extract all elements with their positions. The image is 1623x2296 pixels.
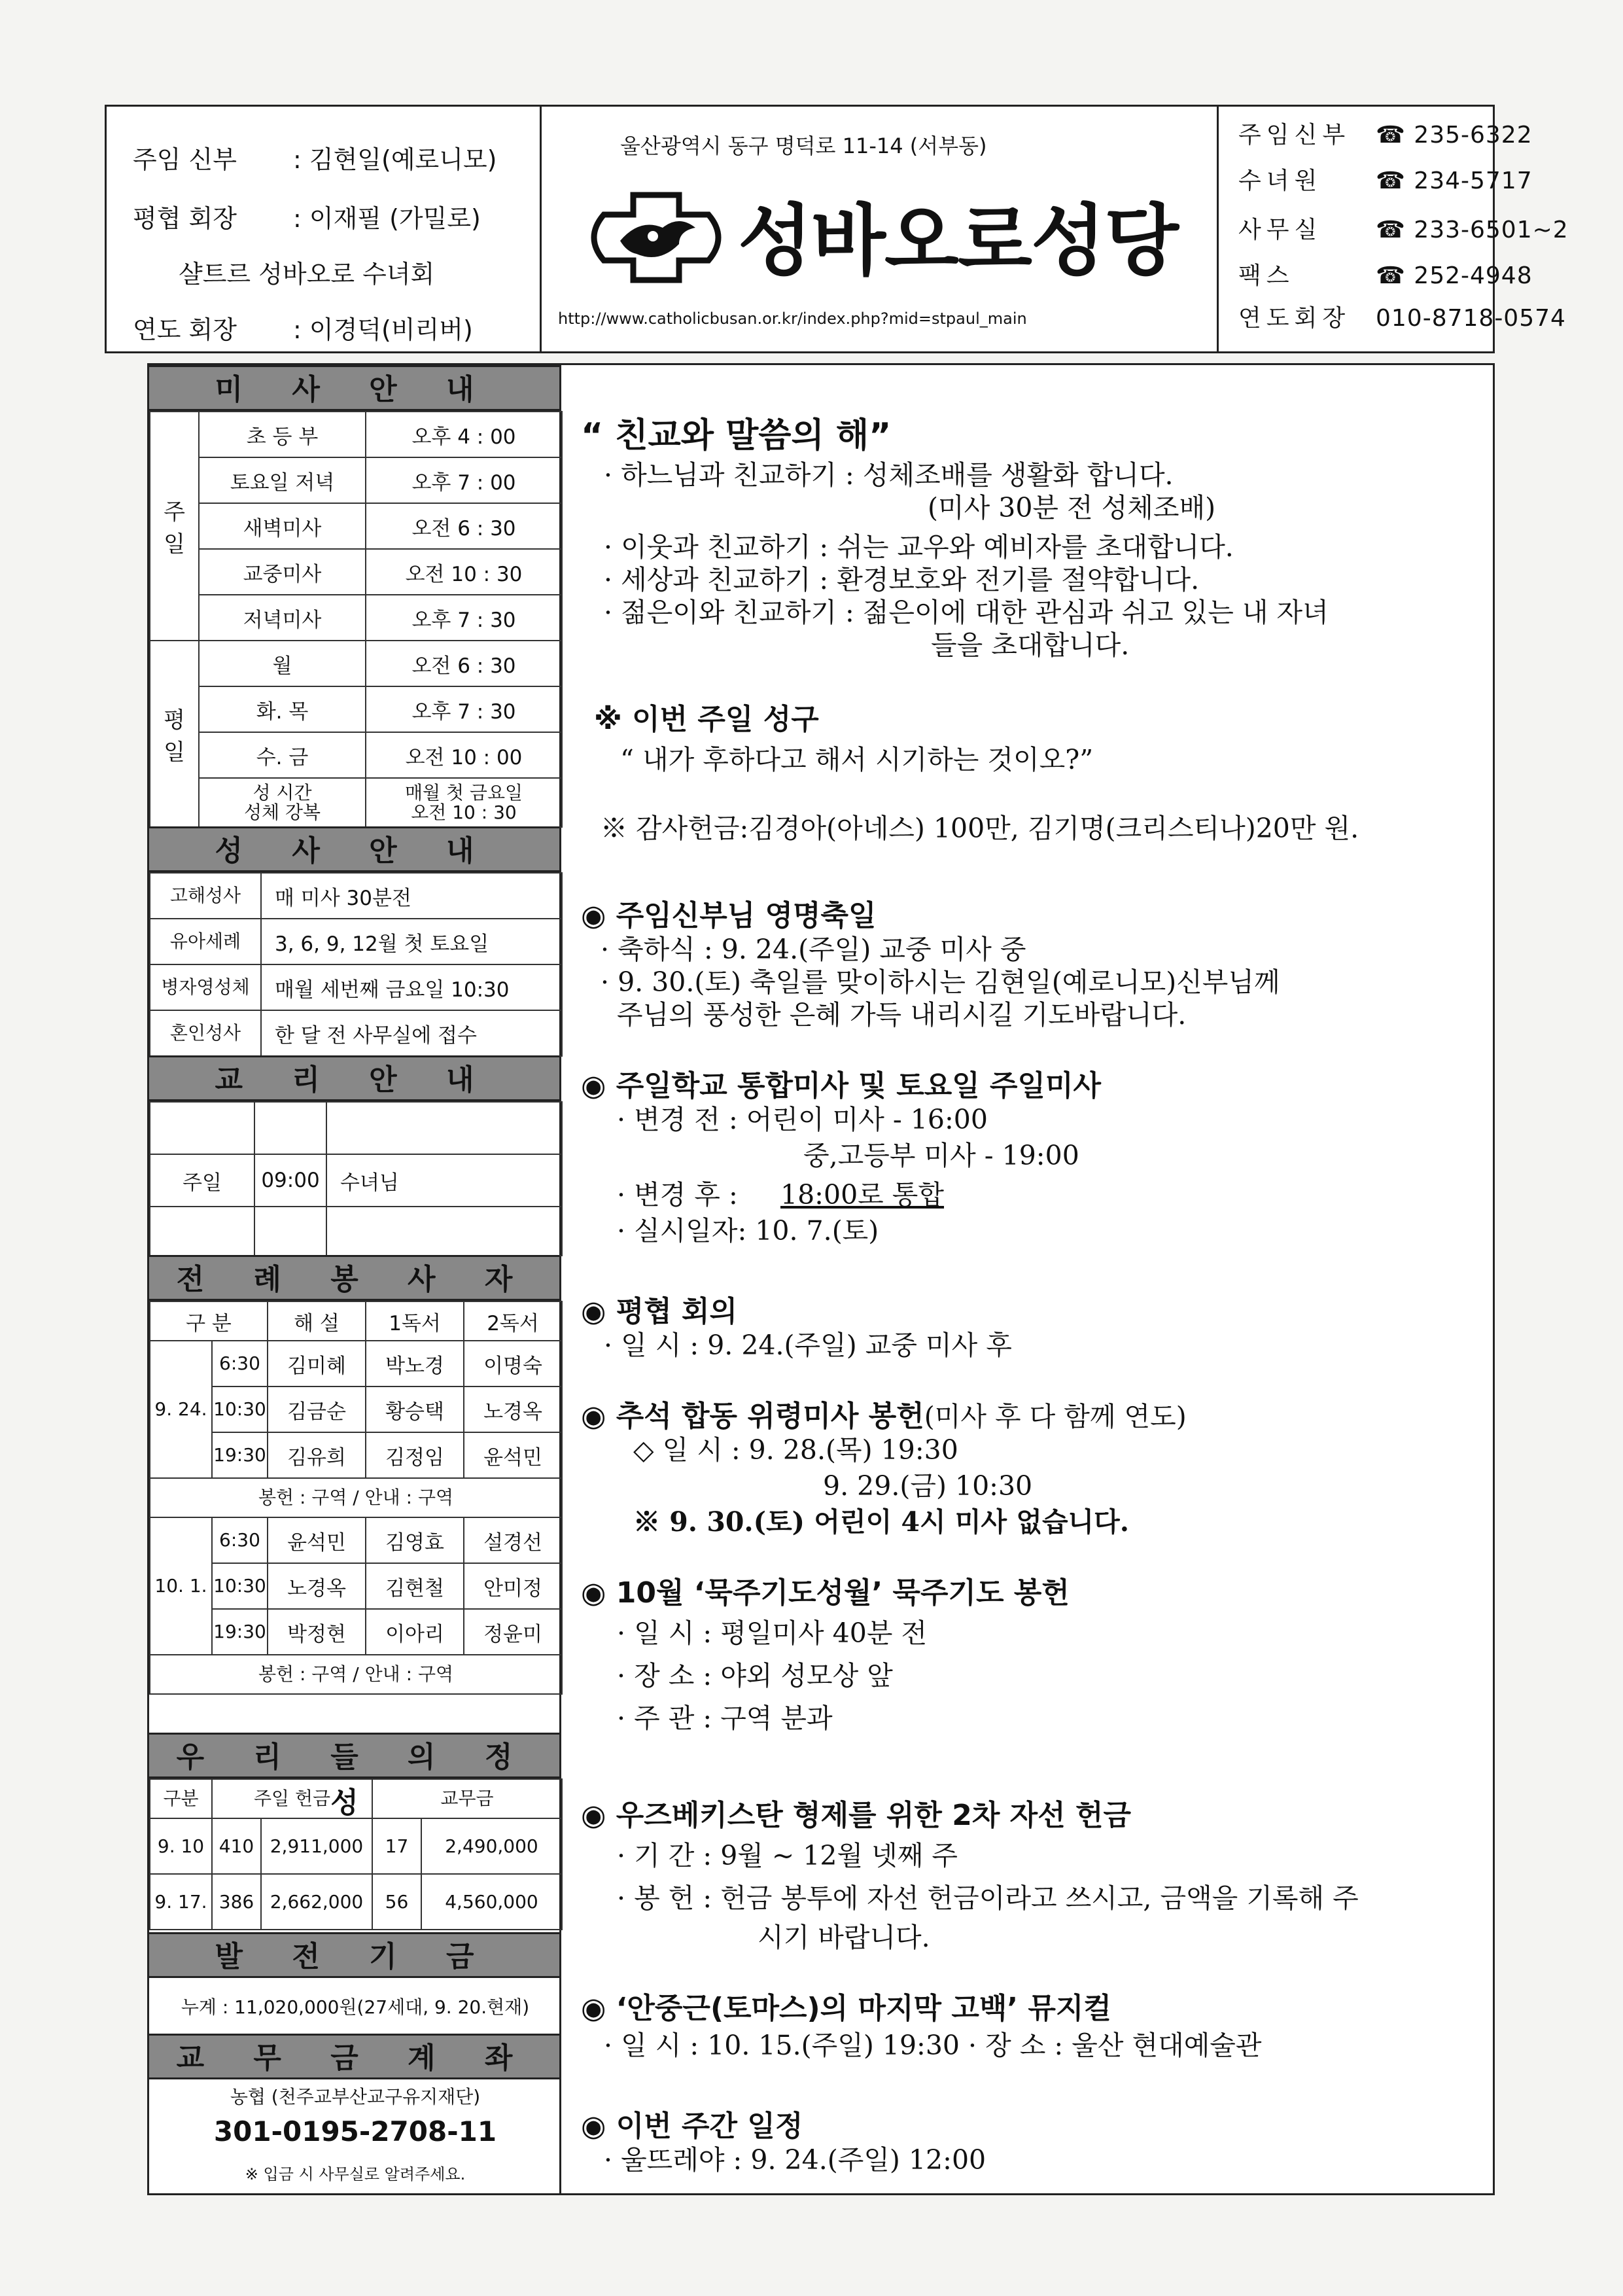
sacrament-name: 유아세례: [150, 919, 261, 964]
doctrine-section-title: 교 리 안 내: [149, 1055, 559, 1101]
table-row: [150, 1563, 562, 1609]
sacrament-section-title: 성 사 안 내: [149, 826, 559, 872]
fund-section-title: 발 전 기 금: [149, 1932, 559, 1978]
table-row: [150, 919, 562, 964]
table-row: [150, 412, 562, 457]
mass-time: 오전 6 : 30: [366, 641, 562, 686]
offering-amount: 4,560,000: [421, 1874, 562, 1930]
mass-time: 오후 7 : 30: [366, 595, 562, 641]
mass-name: 화. 목: [199, 686, 366, 732]
mass-time: 오후 4 : 00: [366, 412, 562, 457]
announcements: [561, 365, 1497, 2193]
gospel-title: ※ 이번 주일 성구: [594, 703, 819, 736]
header-church: [542, 107, 1219, 351]
account-note: ※ 입금 시 사무실로 알려주세요.: [245, 2165, 466, 2183]
offering-amount: 2,911,000: [261, 1818, 372, 1874]
liturgy-person: 김유희: [268, 1432, 366, 1478]
sacrament-table: [149, 872, 563, 1057]
liturgy-time: 6:30: [212, 1341, 268, 1386]
feast-line: · 축하식 : 9. 24.(주일) 교중 미사 중: [601, 934, 1026, 965]
sacrament-info: 한 달 전 사무실에 접수: [261, 1010, 562, 1056]
table-row: [150, 1341, 562, 1386]
table-row: [150, 964, 562, 1010]
table-row: [150, 1386, 562, 1432]
musical-line: · 일 시 : 10. 15.(주일) 19:30 · 장 소 : 울산 현대예술관: [604, 2030, 1262, 2061]
school-line: 중,고등부 미사 - 19:00: [803, 1140, 1079, 1171]
church-logo-icon: [581, 192, 731, 283]
week-line: · 울뜨레야 : 9. 24.(주일) 12:00: [604, 2144, 986, 2176]
liturgy-note: 봉헌 : 구역 / 안내 : 구역: [150, 1655, 562, 1694]
feast-line: 주님의 풍성한 은혜 가득 내리시길 기도바랍니다.: [617, 999, 1187, 1031]
liturgy-person: 김미혜: [268, 1341, 366, 1386]
bulletin-header: [105, 105, 1569, 353]
mass-name: 교중미사: [199, 549, 366, 595]
mass-name: 수. 금: [199, 732, 366, 778]
liturgy-header: 구 분: [150, 1301, 268, 1341]
liturgy-time: 19:30: [212, 1609, 268, 1655]
school-line: · 실시일자: 10. 7.(토): [617, 1215, 879, 1246]
council-line: · 일 시 : 9. 24.(주일) 교중 미사 후: [604, 1330, 1012, 1361]
memorial-line: ※ 9. 30.(토) 어린이 4시 미사 없습니다.: [633, 1506, 1130, 1538]
school-line: · 변경 후 :: [617, 1179, 738, 1210]
liturgy-person: 윤석민: [268, 1517, 366, 1563]
mass-schedule-table: [149, 411, 563, 828]
liturgy-person: 정윤미: [464, 1609, 562, 1655]
liturgy-note: 봉헌 : 구역 / 안내 : 구역: [150, 1478, 562, 1517]
weekday-label: 평 일: [150, 641, 199, 827]
liturgy-person: 김현철: [366, 1563, 464, 1609]
uzbek-line: · 기 간 : 9월 ~ 12월 넷째 주: [617, 1840, 958, 1871]
gospel-text: “ 내가 후하다고 해서 시기하는 것이오?”: [620, 744, 1094, 775]
liturgy-person: 윤석민: [464, 1432, 562, 1478]
theme-title: “ 친교와 말씀의 해”: [581, 416, 892, 455]
bulletin-body: [147, 363, 1495, 2195]
theme-item: · 하느님과 친교하기 : 성체조배를 생활화 합니다.: [604, 459, 1174, 491]
liturgy-time: 6:30: [212, 1517, 268, 1563]
sacrament-name: 고해성사: [150, 873, 261, 919]
mass-time: 오전 10 : 30: [366, 549, 562, 595]
liturgy-header: 1독서: [366, 1301, 464, 1341]
offering-section-title: 우 리 들 의 정 성: [149, 1733, 559, 1778]
sacrament-info: 3, 6, 9, 12월 첫 토요일: [261, 919, 562, 964]
offering-header: 주일 헌금: [212, 1779, 372, 1818]
contact-fax: 팩스 ☎ 252-4948: [1238, 262, 1533, 289]
header-staff: [107, 107, 542, 351]
offering-table: [149, 1778, 563, 1930]
theme-item: · 이웃과 친교하기 : 쉬는 교우와 예비자를 초대합니다.: [604, 531, 1234, 563]
account-section-title: 교 무 금 계 좌: [149, 2034, 559, 2079]
liturgy-date: 9. 24.: [150, 1341, 212, 1478]
mass-name: 저녁미사: [199, 595, 366, 641]
liturgy-time: 19:30: [212, 1432, 268, 1478]
mass-time: 매월 첫 금요일 오전 10 : 30: [366, 778, 562, 827]
offering-count: 410: [212, 1818, 261, 1874]
school-line: · 변경 전 : 어린이 미사 - 16:00: [617, 1104, 988, 1135]
council-title: ◉ 평협 회의: [581, 1295, 738, 1328]
offering-amount: 2,662,000: [261, 1874, 372, 1930]
school-title: ◉ 주일학교 통합미사 및 토요일 주일미사: [581, 1069, 1102, 1103]
header-contacts: [1219, 107, 1569, 351]
table-row: [150, 1655, 562, 1694]
doctrine-teacher: 수녀님: [326, 1154, 562, 1207]
table-row: [150, 1779, 562, 1818]
table-row: [150, 1207, 562, 1256]
table-row: [150, 503, 562, 549]
mass-time: 오전 10 : 00: [366, 732, 562, 778]
table-row: [150, 778, 562, 827]
account-number: 301-0195-2708-11: [213, 2115, 497, 2147]
church-url[interactable]: http://www.catholicbusan.or.kr/index.php?mid=stpaul_main: [558, 309, 1027, 328]
staff-pastor: 주임 신부 : 김현일(예로니모): [133, 145, 497, 174]
liturgy-section-title: 전 례 봉 사 자: [149, 1255, 559, 1301]
mass-name: 토요일 저녁: [199, 457, 366, 503]
feast-title: ◉ 주임신부님 영명축일: [581, 899, 877, 932]
memorial-title: ◉ 추석 합동 위령미사 봉헌(미사 후 다 함께 연도): [581, 1400, 1187, 1433]
offering-count: 17: [372, 1818, 421, 1874]
rosary-line: · 주 관 : 구역 분과: [617, 1703, 833, 1734]
table-row: [150, 1609, 562, 1655]
liturgy-person: 이명숙: [464, 1341, 562, 1386]
thanks-offering: ※ 감사헌금:김경아(아네스) 100만, 김기명(크리스티나)20만 원.: [601, 813, 1359, 844]
sacrament-name: 혼인성사: [150, 1010, 261, 1056]
liturgy-person: 김영효: [366, 1517, 464, 1563]
offering-date: 9. 10: [150, 1818, 212, 1874]
doctrine-time: 09:00: [254, 1154, 326, 1207]
contact-office: 사무실 ☎ 233-6501~2: [1238, 217, 1569, 243]
offering-header: 구분: [150, 1779, 212, 1818]
liturgy-person: 황승택: [366, 1386, 464, 1432]
mass-time: 오전 6 : 30: [366, 503, 562, 549]
mass-name: 성 시간 성체 강복: [199, 778, 366, 827]
liturgy-person: 박노경: [366, 1341, 464, 1386]
offering-count: 386: [212, 1874, 261, 1930]
rosary-line: · 일 시 : 평일미사 40분 전: [617, 1617, 928, 1649]
contact-convent: 수녀원 ☎ 234-5717: [1238, 168, 1533, 194]
table-row: [150, 1432, 562, 1478]
offering-amount: 2,490,000: [421, 1818, 562, 1874]
staff-sisters: 샬트르 성바오로 수녀회: [179, 260, 435, 289]
liturgy-person: 김정임: [366, 1432, 464, 1478]
rosary-title: ◉ 10월 ‘묵주기도성월’ 묵주기도 봉헌: [581, 1576, 1070, 1610]
liturgy-header: 2독서: [464, 1301, 562, 1341]
staff-council-president: 평협 회장 : 이재필 (가밀로): [133, 204, 481, 233]
sacrament-info: 매 미사 30분전: [261, 873, 562, 919]
uzbek-line: · 봉 헌 : 헌금 봉투에 자선 헌금이라고 쓰시고, 금액을 기록해 주: [617, 1882, 1359, 1914]
uzbek-line: 시기 바랍니다.: [758, 1922, 930, 1953]
liturgy-person: 노경옥: [464, 1386, 562, 1432]
liturgy-time: 10:30: [212, 1386, 268, 1432]
table-row: [150, 1154, 562, 1207]
mass-time: 오후 7 : 00: [366, 457, 562, 503]
liturgy-person: 김금순: [268, 1386, 366, 1432]
table-row: [150, 1818, 562, 1874]
musical-title: ◉ ‘안중근(토마스)의 마지막 고백’ 뮤지컬: [581, 1992, 1111, 2025]
table-row: [150, 1478, 562, 1517]
memorial-line: 9. 29.(금) 10:30: [823, 1470, 1033, 1502]
sidebar: [149, 365, 561, 2193]
table-row: [150, 686, 562, 732]
liturgy-person: 노경옥: [268, 1563, 366, 1609]
mass-name: 새벽미사: [199, 503, 366, 549]
liturgy-table: [149, 1301, 563, 1695]
uzbek-title: ◉ 우즈베키스탄 형제를 위한 2차 자선 헌금: [581, 1799, 1131, 1832]
mass-time: 오후 7 : 30: [366, 686, 562, 732]
memorial-line: ◇ 일 시 : 9. 28.(목) 19:30: [633, 1434, 958, 1466]
mass-name: 초 등 부: [199, 412, 366, 457]
offering-date: 9. 17.: [150, 1874, 212, 1930]
offering-count: 56: [372, 1874, 421, 1930]
table-row: [150, 732, 562, 778]
theme-item: · 세상과 친교하기 : 환경보호와 전기를 절약합니다.: [604, 564, 1200, 595]
table-row: [150, 595, 562, 641]
table-row: [150, 1301, 562, 1341]
sunday-label: 주 일: [150, 412, 199, 641]
doctrine-day: 주일: [150, 1154, 254, 1207]
contact-pastor: 주임신부 ☎ 235-6322: [1238, 122, 1533, 149]
church-address: 울산광역시 동구 명덕로 11-14 (서부동): [620, 133, 987, 158]
mass-section-title: 미 사 안 내: [149, 365, 559, 411]
account-bank: 농협 (천주교부산교구유지재단): [230, 2086, 481, 2108]
table-row: [150, 1010, 562, 1056]
contact-yeondo: 연도회장 010-8718-0574: [1238, 305, 1566, 332]
liturgy-person: 박정현: [268, 1609, 366, 1655]
theme-item: · 젊은이와 친교하기 : 젊은이에 대한 관심과 쉬고 있는 내 자녀: [604, 597, 1329, 628]
table-row: [150, 641, 562, 686]
table-row: [150, 1517, 562, 1563]
liturgy-person: 안미정: [464, 1563, 562, 1609]
doctrine-table: [149, 1101, 563, 1256]
liturgy-header: 해 설: [268, 1301, 366, 1341]
table-row: [150, 549, 562, 595]
staff-yeondo-president: 연도 회장 : 이경덕(비리버): [133, 315, 473, 344]
sacrament-info: 매월 세번째 금요일 10:30: [261, 964, 562, 1010]
rosary-line: · 장 소 : 야외 성모상 앞: [617, 1660, 893, 1691]
table-row: [150, 457, 562, 503]
liturgy-time: 10:30: [212, 1563, 268, 1609]
offering-header: 교무금: [372, 1779, 562, 1818]
theme-item: (미사 30분 전 성체조배): [928, 492, 1216, 523]
table-row: [150, 1874, 562, 1930]
school-line-merged: 18:00로 통합: [780, 1179, 945, 1210]
liturgy-person: 이아리: [366, 1609, 464, 1655]
week-title: ◉ 이번 주간 일정: [581, 2110, 803, 2143]
mass-name: 월: [199, 641, 366, 686]
sacrament-name: 병자영성체: [150, 964, 261, 1010]
theme-item: 들을 초대합니다.: [931, 629, 1130, 661]
fund-total: 누계 : 11,020,000원(27세대, 9. 20.현재): [181, 1996, 530, 2018]
liturgy-person: 설경선: [464, 1517, 562, 1563]
church-name: 성바오로성당: [738, 196, 1178, 286]
table-row: [150, 1102, 562, 1154]
table-row: [150, 873, 562, 919]
liturgy-date: 10. 1.: [150, 1517, 212, 1655]
feast-line: · 9. 30.(토) 축일를 맞이하시는 김현일(예로니모)신부님께: [601, 966, 1280, 998]
